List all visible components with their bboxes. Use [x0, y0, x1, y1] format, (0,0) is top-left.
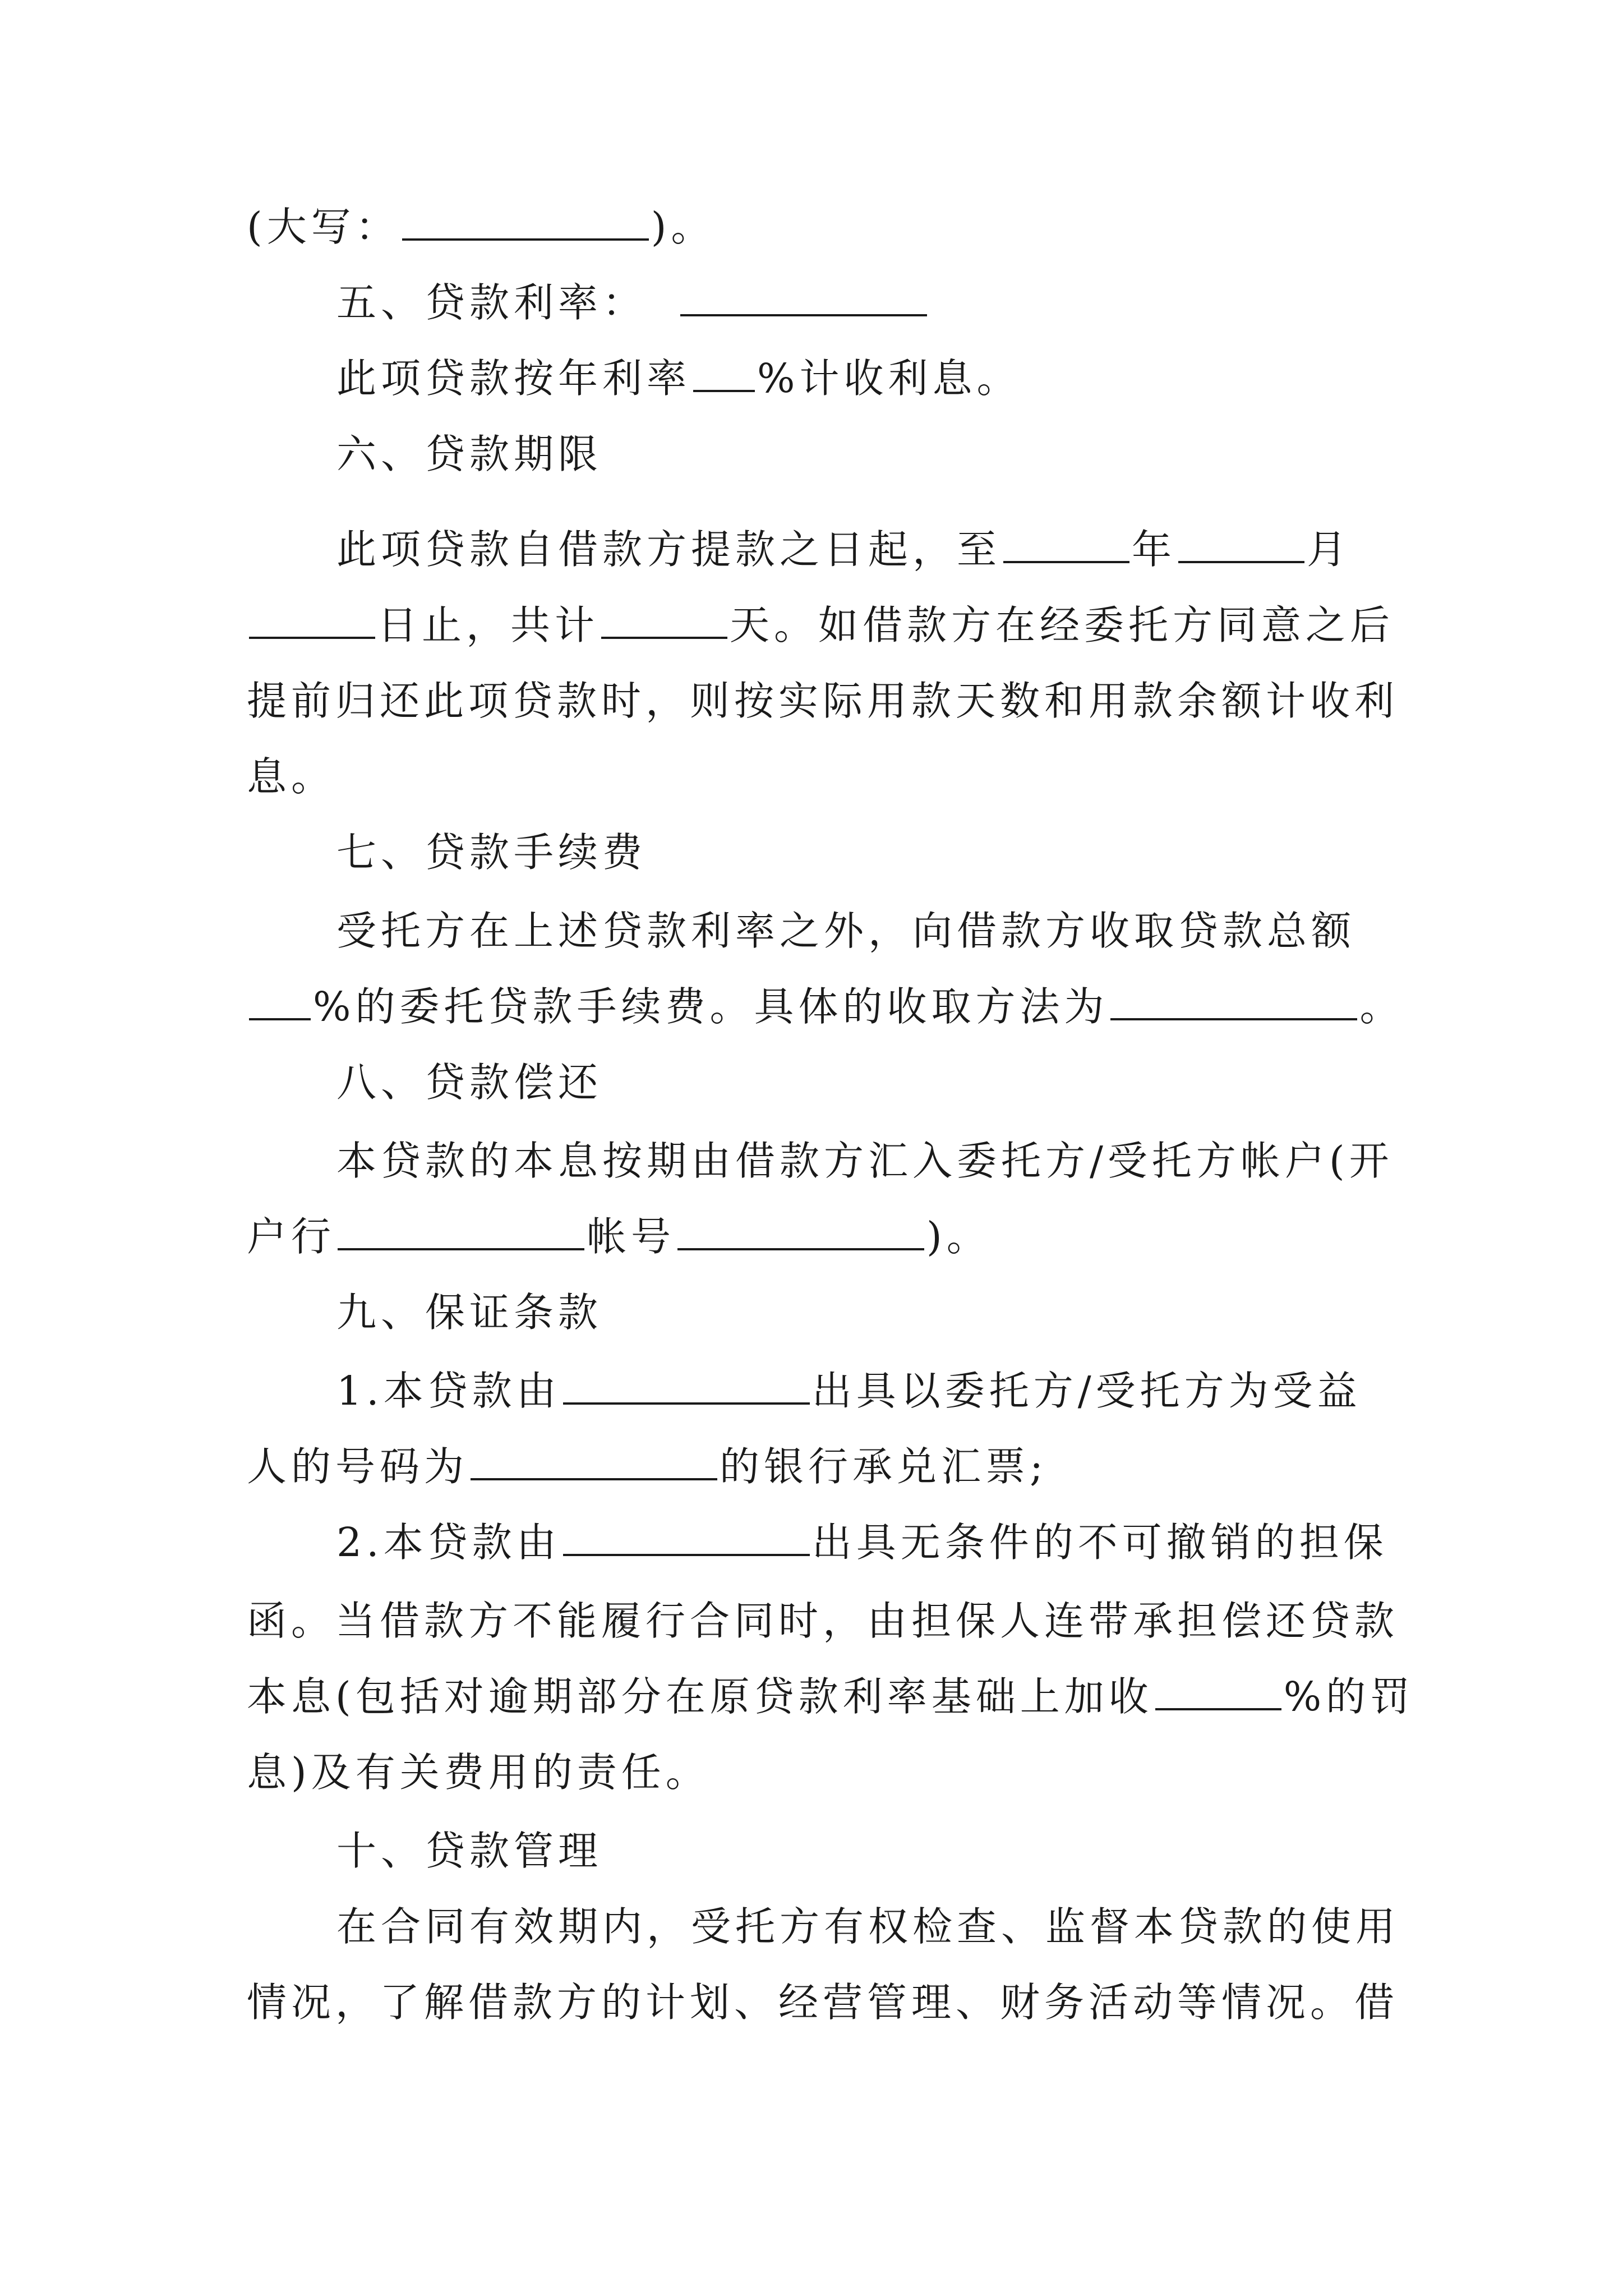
text-line-10	[336, 903, 1355, 959]
section-heading-8	[336, 1055, 602, 1111]
text: 五、贷款利率：	[336, 279, 647, 326]
text-line-5	[336, 522, 1351, 578]
text: 十、贷款管理	[336, 1828, 603, 1874]
section-heading-7	[336, 825, 647, 881]
blank-field-interest-rate[interactable]	[680, 280, 927, 316]
text: 此项贷款自借款方提款之日起，至	[336, 526, 1002, 573]
text-line-17	[247, 1439, 1048, 1495]
text: )。	[926, 1213, 991, 1260]
text: 八、贷款偿还	[336, 1059, 603, 1106]
section-heading-5	[336, 275, 929, 331]
blank-field-month[interactable]	[1178, 527, 1304, 563]
text-line-1	[247, 199, 715, 255]
blank-field-bank[interactable]	[338, 1214, 584, 1250]
text: 的银行承兑汇票;	[720, 1443, 1048, 1490]
blank-field-annual-rate[interactable]	[693, 356, 755, 392]
text-line-11	[247, 979, 1404, 1035]
text: 出具无条件的不可撤销的担保	[811, 1519, 1388, 1566]
text: 提前归还此项贷款时，则按实际用款天数和用款余额计收利	[247, 678, 1399, 724]
text: 在合同有效期内，受托方有权检查、监督本贷款的使用	[336, 1903, 1400, 1950]
text: )。	[651, 204, 716, 250]
blank-field-penalty-percent[interactable]	[1155, 1674, 1281, 1710]
text-line-13	[336, 1133, 1394, 1189]
text: 户行	[247, 1213, 336, 1260]
text-line-24	[247, 1975, 1399, 2031]
text: 年	[1132, 526, 1177, 573]
text-line-16	[336, 1363, 1362, 1419]
text: 息。	[247, 753, 336, 800]
text: (大写：	[247, 204, 400, 250]
text: 。	[1359, 983, 1404, 1030]
text-line-20	[247, 1669, 1414, 1725]
text: 七、贷款手续费	[336, 829, 647, 876]
text: 九、保证条款	[336, 1289, 603, 1336]
text: 受托方在上述贷款利率之外，向借款方收取贷款总额	[336, 908, 1356, 954]
text: 1.本贷款由	[336, 1368, 561, 1414]
text-line-18	[336, 1515, 1388, 1571]
text-line-23	[336, 1899, 1400, 1955]
section-heading-6	[336, 426, 602, 482]
text-line-7	[247, 673, 1399, 729]
blank-field-guarantor[interactable]	[563, 1520, 810, 1556]
blank-field-draft-number[interactable]	[471, 1444, 717, 1480]
text: 函。当借款方不能履行合同时，由担保人连带承担偿还贷款	[247, 1598, 1399, 1644]
section-heading-9	[336, 1285, 602, 1341]
blank-field-day[interactable]	[249, 603, 375, 639]
text: 本贷款的本息按期由借款方汇入委托方/受托方帐户(开	[336, 1138, 1394, 1184]
text-line-19	[247, 1593, 1399, 1649]
blank-field-capital-amount[interactable]	[402, 205, 649, 241]
text: 息)及有关费用的责任。	[247, 1749, 710, 1796]
blank-field-account-number[interactable]	[677, 1214, 924, 1250]
section-heading-10	[336, 1823, 602, 1879]
text: %的罚	[1283, 1673, 1415, 1720]
text: 本息(包括对逾期部分在原贷款利率基础上加收	[247, 1673, 1153, 1720]
text-line-14	[247, 1209, 991, 1265]
text: 2.本贷款由	[336, 1519, 561, 1566]
text-line-21	[247, 1745, 710, 1801]
text: %的委托贷款手续费。具体的收取方法为	[313, 983, 1109, 1030]
blank-field-year[interactable]	[1003, 527, 1129, 563]
text: 六、贷款期限	[336, 431, 603, 477]
blank-field-fee-method[interactable]	[1110, 984, 1357, 1020]
text-line-3	[336, 351, 1021, 407]
text-line-6	[247, 597, 1394, 654]
text-line-8	[247, 749, 335, 805]
blank-field-drawer[interactable]	[563, 1369, 810, 1405]
text: %计收利息。	[757, 355, 1021, 402]
text: 天。如借款方在经委托方同意之后	[730, 602, 1395, 648]
text: 日止，共计	[377, 602, 600, 648]
blank-field-total-days[interactable]	[601, 603, 727, 639]
text: 人的号码为	[247, 1443, 469, 1490]
text: 出具以委托方/受托方为受益	[811, 1368, 1362, 1414]
text: 帐号	[587, 1213, 676, 1260]
text: 情况，了解借款方的计划、经营管理、财务活动等情况。借	[247, 1979, 1399, 2026]
text: 此项贷款按年利率	[336, 355, 691, 402]
text: 月	[1307, 526, 1352, 573]
blank-field-fee-percent[interactable]	[249, 984, 311, 1020]
